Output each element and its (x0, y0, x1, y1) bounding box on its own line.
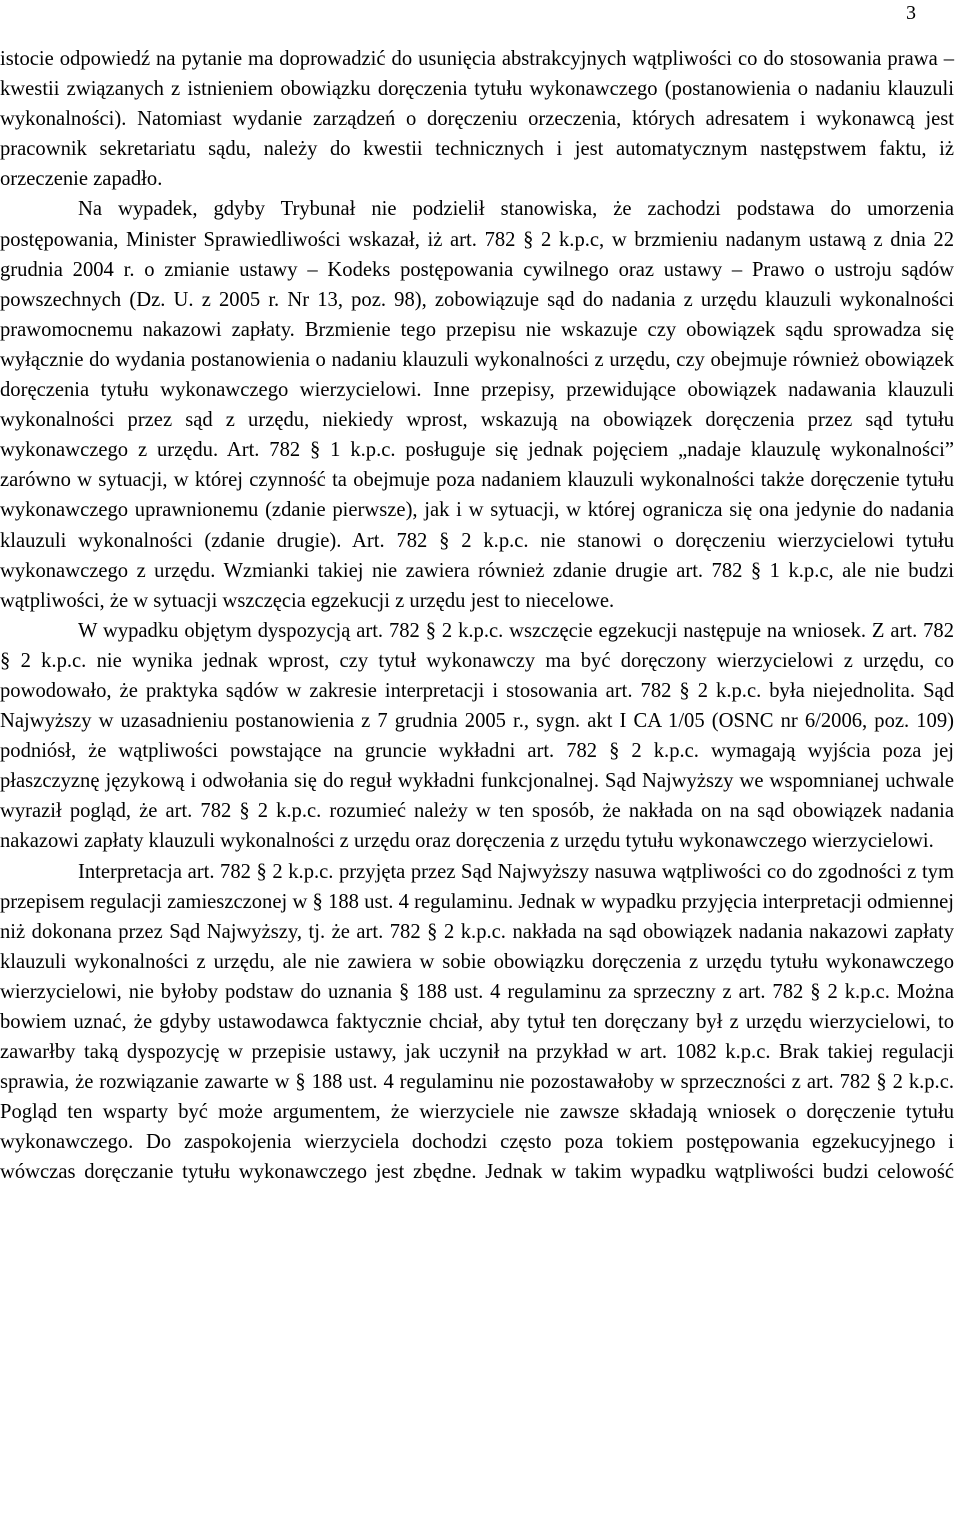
page-number: 3 (906, 2, 916, 24)
paragraph-continuation: istocie odpowiedź na pytanie ma doprowadzić do usunięcia abstrakcyjnych wątpliwości co do stosowania prawa – kwestii związanych z istnieniem obowiązku doręczenia tytułu wykonawczego (postanowienia o nadaniu klauzuli wykonalności). Natomiast wydanie zarządzeń o doręczeniu orzeczenia, których adresatem i wykonawcą jest pracownik sekretariatu sądu, należy do kwestii technicznych i jest automatycznym następstwem faktu, iż orzeczenie zapadło. (0, 48, 954, 191)
paragraph-interpretation: Interpretacja art. 782 § 2 k.p.c. przyjęta przez Sąd Najwyższy nasuwa wątpliwości co do zgodności z tym przepisem regulacji zamieszczonej w § 188 ust. 4 regulaminu. Jednak w wypadku przyjęcia interpretacji odmiennej niż dokonana przez Sąd Najwyższy, tj. że art. 782 § 2 k.p.c. nakłada na sąd obowiązek nadania nakazowi zapłaty klauzuli wykonalności z urzędu, ale nie zawiera w sobie obowiązku doręczenia z urzędu tytułu wykonawczego wierzycielowi, nie byłoby podstaw do uznania § 188 ust. 4 regulaminu za sprzeczny z art. 782 § 2 k.p.c. Można bowiem uznać, że gdyby ustawodawca faktycznie chciał, aby tytuł ten doręczany był z urzędu wierzycielowi, to zawarłby taką dyspozycję w przepisie ustawy, jak uczynił na przykład w art. 1082 k.p.c. Brak takiej regulacji sprawia, że rozwiązanie zawarte w § 188 ust. 4 regulaminu nie pozostawałoby w sprzeczności z art. 782 § 2 k.p.c. Pogląd ten wsparty być może argumentem, że wierzyciele nie zawsze składają wniosek o doręczenie tytułu wykonawczego. Do zaspokojenia wierzyciela dochodzi często poza tokiem postępowania egzekucyjnego i wówczas doręczanie tytułu wykonawczego jest zbędne. Jednak w takim wypadku wątpliwości budzi celowość (0, 860, 954, 1184)
paragraph-enforcement-application: W wypadku objętym dyspozycją art. 782 § 2 k.p.c. wszczęcie egzekucji następuje na wniosek. Z art. 782 § 2 k.p.c. nie wynika jednak wprost, czy tytuł wykonawczy ma być doręczony wierzycielowi z urzędu, co powodowało, że praktyka sądów w zakresie interpretacji i stosowania art. 782 § 2 k.p.c. była niejednolita. Sąd Najwyższy w uzasadnieniu postanowienia z 7 grudnia 2005 r., sygn. akt I CA 1/05 (OSNC nr 6/2006, poz. 109) podniósł, że wątpliwości powstające na gruncie wykładni art. 782 § 2 k.p.c. wymagają wyjścia poza jej płaszczyznę językową i odwołania się do reguł wykładni funkcjonalnej. Sąd Najwyższy we wspomnianej uchwale wyraził pogląd, że art. 782 § 2 k.p.c. rozumieć należy w ten sposób, że nakłada on na sąd obowiązek nadania nakazowi zapłaty klauzuli wykonalności z urzędu oraz doręczenia z urzędu tytułu wykonawczego wierzycielowi. (0, 619, 954, 853)
document-body (0, 44, 954, 1188)
paragraph-minister-position: Na wypadek, gdyby Trybunał nie podzielił stanowiska, że zachodzi podstawa do umorzenia postępowania, Minister Sprawiedliwości wskazał, iż art. 782 § 2 k.p.c, w brzmieniu nadanym ustawą z dnia 22 grudnia 2004 r. o zmianie ustawy – Kodeks postępowania cywilnego oraz ustawy – Prawo o ustroju sądów powszechnych (Dz. U. z 2005 r. Nr 13, poz. 98), zobowiązuje sąd do nadania z urzędu klauzuli wykonalności prawomocnemu nakazowi zapłaty. Brzmienie tego przepisu nie wskazuje czy obowiązek sądu sprowadza się wyłącznie do wydania postanowienia o nadaniu klauzuli wykonalności z urzędu, czy obejmuje również obowiązek doręczenia tytułu wykonawczego wierzycielowi. Inne przepisy, przewidujące obowiązek nadawania klauzuli wykonalności przez sąd z urzędu, niekiedy wprost, wskazują na obowiązek doręczenia przez sąd tytułu wykonawczego z urzędu. Art. 782 § 1 k.p.c. posługuje się jednak pojęciem „nadaje klauzulę wykonalności” zarówno w sytuacji, w której czynność ta obejmuje poza nadaniem klauzuli wykonalności także doręczenie tytułu wykonawczego uprawnionemu (zdanie pierwsze), jak i w sytuacji, w której ogranicza się ona jedynie do nadania klauzuli wykonalności (zdanie drugie). Art. 782 § 2 k.p.c. nie stanowi o doręczeniu wierzycielowi tytułu wykonawczego z urzędu. Wzmianki takiej nie zawiera również zdanie drugie art. 782 § 1 k.p.c, ale nie budzi wątpliwości, że w sytuacji wszczęcia egzekucji z urzędu jest to niecelowe. (0, 198, 954, 612)
